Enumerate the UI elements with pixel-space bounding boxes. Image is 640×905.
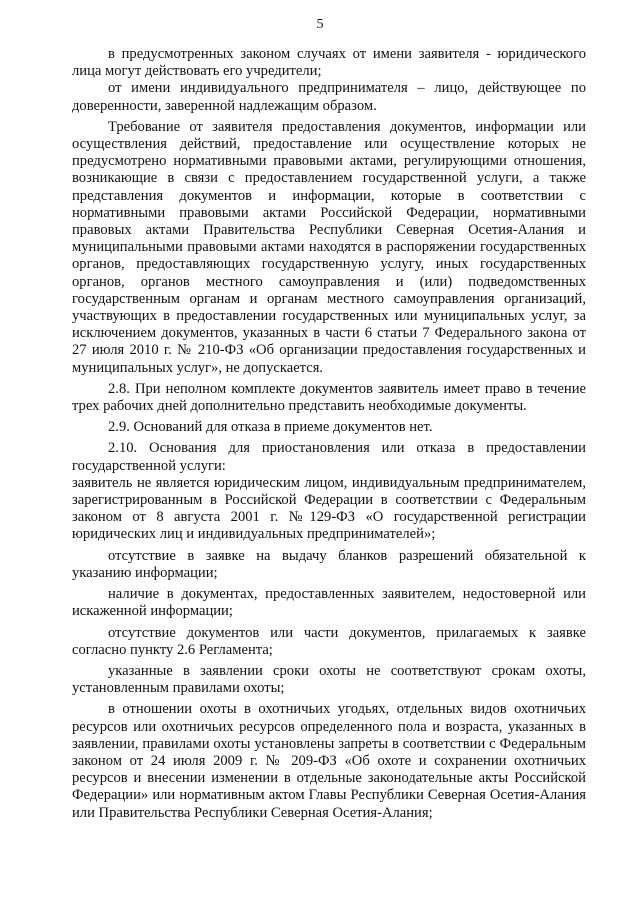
paragraph-entrepreneur-proxy: от имени индивидуального предпринимателя – лицо, действующее по доверенности, заверенной надлежащим образом.	[72, 80, 586, 114]
paragraph-missing-documents: отсутствие документов или части документов, прилагаемых к заявке согласно пункту 2.6 Регламента;	[72, 624, 586, 658]
paragraph-false-info: наличие в документах, предоставленных заявителем, недостоверной или искаженной информации;	[72, 586, 586, 620]
paragraph-hunting-dates: указанные в заявлении сроки охоты не соответствуют срокам охоты, установленным правилами охоты;	[72, 662, 586, 697]
paragraph-2-9: 2.9. Оснований для отказа в приеме документов нет.	[108, 419, 433, 436]
paragraph-document-requirements: Требование от заявителя предоставления документов, информации или осуществления действий, предоставление или осуществление которых не предусмотрено нормативными правовыми актами, регулирующими отношения, возникающие в связи с предоставлением государственной услуги, а также представления документов и информации, которые в соответствии с нормативными правовыми актами Российской Федерации, нормативными правовых актами Правительства Республики Северная Осетия-Алания и муниципальными правовыми актами находятся в распоряжении государственных органов, предоставляющих государственную услугу, иных государственных органов, органов местного самоуправления и (или) подведомственных государственным органам и органам местного самоуправления организаций, участвующих в предоставлении государственных или муниципальных услуг, за исключением документов, указанных в части 6 статьи 7 Федерального закона от 27 июля 2010 г. № 210-ФЗ «Об организации предоставления государственных и муниципальных услуг», не допускается.	[72, 118, 586, 376]
paragraph-founders: в предусмотренных законом случаях от имени заявителя - юридического лица могут действовать его учредители;	[72, 46, 586, 80]
page-number: 5	[316, 17, 324, 32]
paragraph-2-10: 2.10. Основания для приостановления или отказа в предоставлении государственной услуги:	[72, 440, 586, 474]
document-body	[72, 46, 586, 822]
paragraph-missing-info: отсутствие в заявке на выдачу бланков разрешений обязательной к указанию информации;	[72, 547, 586, 581]
paragraph-2-8: 2.8. При неполном комплекте документов заявитель имеет право в течение трех рабочих дней дополнительно представить необходимые документы.	[72, 380, 586, 415]
paragraph-hunting-restrictions: в отношении охоты в охотничьих угодьях, отдельных видов охотничьих ресурсов или охотничьих ресурсов определенного пола и возраста, указанных в заявлении, правилами охоты установлены запреты в соответствии с Федеральным законом от 24 июля 2009 г. № 209-ФЗ «Об охоте и сохранении охотничьих ресурсов и внесении изменении в отдельные законодательные акты Российской Федерации» или нормативным актом Главы Республики Северная Осетия-Алания или Правительства Республики Северная Осетия-Алания;	[72, 701, 586, 821]
paragraph-not-legal-entity: заявитель не является юридическим лицом, индивидуальным предпринимателем, зарегистрированным в Российской Федерации в соответствии с Федеральным законом от 8 августа 2001 г. №129-ФЗ «О государственной регистрации юридических лиц и индивидуальных предпринимателей»;	[72, 474, 586, 543]
